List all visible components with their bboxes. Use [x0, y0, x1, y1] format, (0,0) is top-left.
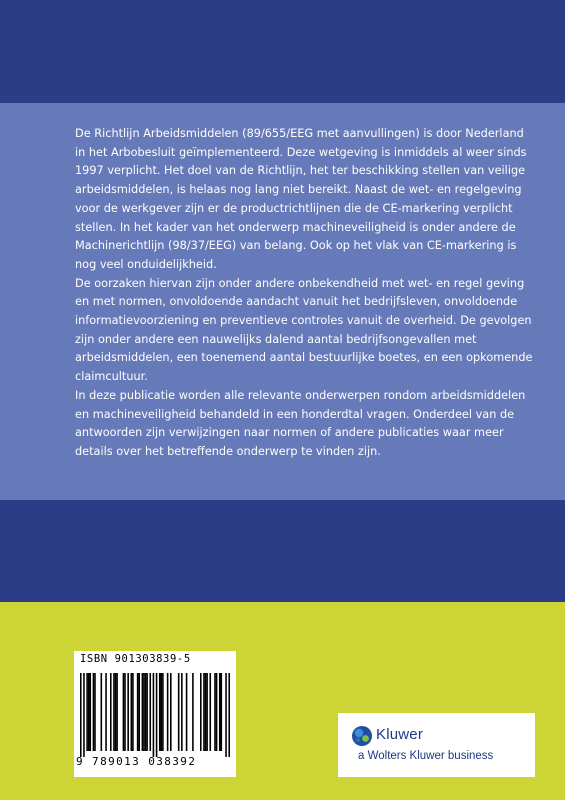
- barcode-bar: [153, 673, 155, 757]
- barcode-bar: [88, 673, 90, 751]
- blurb-paragraph-3: In deze publicatie worden alle relevante onderwerpen rondom arbeidsmiddelen en machineveiligheid behandeld in een honderdtal vragen. Onderdeel van de antwoorden zijn verwijzingen naar normen of andere publicaties waar meer details over het betreffende onderwerp te vinden zijn.: [75, 388, 526, 458]
- back-cover-blurb: [75, 125, 535, 462]
- blurb-paragraph-1: De Richtlijn Arbeidsmiddelen (89/655/EEG met aanvullingen) is door Nederland in het Arbobesluit geïmplementeerd. Deze wetgeving is inmiddels al weer sinds 1997 verplicht. Het doel van de Richtlijn, het ter beschikking stellen van veilige arbeidsmiddelen, is helaas nog lang niet bereikt. Naast de wet- en regelgeving voor de werkgever zijn er de productrichtlijnen die de CE-markering verplicht stellen. In het kader van het onderwerp machineveiligheid is onder andere de Machinerichtlijn (98/37/EEG) van belang. Ook op het vlak van CE-markering is nog veel onduidelijkheid.: [75, 127, 527, 271]
- barcode-bar: [205, 673, 207, 751]
- barcode-bar: [228, 673, 230, 757]
- barcode-bar: [159, 673, 161, 751]
- barcode-bar: [200, 673, 202, 751]
- barcode-bar: [181, 673, 183, 751]
- barcode-bar: [137, 673, 139, 751]
- barcode-bar: [80, 673, 82, 757]
- barcode-bar: [186, 673, 188, 751]
- top-color-band: [0, 0, 565, 103]
- barcode-bar: [116, 673, 118, 751]
- barcode-bar: [124, 673, 126, 751]
- barcode-bar: [127, 673, 129, 751]
- ean-digits: 9 789013 038392: [76, 755, 197, 768]
- barcode-bar: [142, 673, 144, 751]
- barcode-bar: [216, 673, 218, 751]
- barcode-bar: [146, 673, 148, 751]
- barcode-bars: [80, 673, 230, 757]
- barcode-bar: [203, 673, 205, 751]
- barcode-bar: [162, 673, 164, 751]
- barcode-bar: [101, 673, 103, 751]
- barcode-bar: [209, 673, 211, 751]
- barcode-bar: [131, 673, 133, 751]
- isbn-barcode: [74, 651, 236, 777]
- barcode-bar: [170, 673, 172, 751]
- barcode-bar: [143, 673, 145, 751]
- barcode-bar: [156, 673, 158, 757]
- barcode-bar: [206, 673, 208, 751]
- barcode-bar: [86, 673, 88, 751]
- blurb-paragraph-2: De oorzaken hiervan zijn onder andere onbekendheid met wet- en regel geving en met normen, onvoldoende aandacht vanuit het bedrijfsleven, onvoldoende informatievoorziening en preventieve controles vanuit de overheid. De gevolgen zijn onder andere een nauwelijks dalend aantal bedrijfsongevallen met arbeidsmiddelen, een toenemend aantal bestuurlijke boetes, en een opkomende claimcultuur.: [75, 276, 533, 384]
- lower-color-band: [0, 500, 565, 602]
- barcode-bar: [145, 673, 147, 751]
- barcode-bar: [89, 673, 91, 751]
- barcode-bar: [225, 673, 227, 757]
- publisher-tagline: a Wolters Kluwer business: [358, 750, 494, 762]
- barcode-bar: [221, 673, 223, 751]
- barcode-bar: [110, 673, 112, 751]
- barcode-bar: [123, 673, 125, 751]
- barcode-bar: [178, 673, 180, 751]
- publisher-logo: [338, 713, 535, 777]
- barcode-bar: [94, 673, 96, 751]
- barcode-bar: [138, 673, 140, 751]
- barcode-bar: [113, 673, 115, 751]
- kluwer-globe-icon: [351, 725, 373, 747]
- barcode-bar: [83, 673, 85, 757]
- barcode-bar: [149, 673, 151, 751]
- publisher-name: Kluwer: [376, 726, 424, 743]
- barcode-bar: [219, 673, 221, 751]
- barcode-bar: [161, 673, 163, 751]
- barcode-bar: [214, 673, 216, 751]
- barcode-bar: [115, 673, 117, 751]
- barcode-bar: [167, 673, 169, 751]
- barcode-bar: [93, 673, 95, 751]
- barcode-bar: [192, 673, 194, 751]
- barcode-bar: [132, 673, 134, 751]
- isbn-label: ISBN 901303839-5: [80, 653, 191, 665]
- barcode-bar: [105, 673, 107, 751]
